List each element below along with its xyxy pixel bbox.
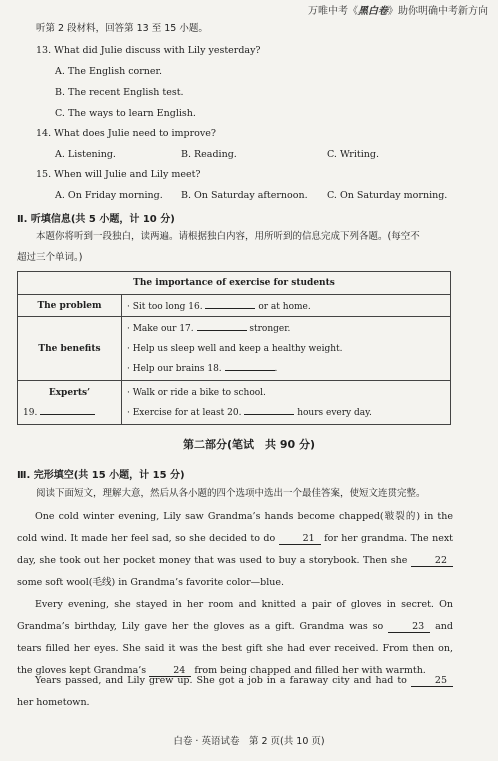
section-2-title: Ⅱ. 听填信息(共 5 小题，计 10 分): [17, 214, 175, 225]
page-footer: 白卷 · 英语试卷 第 2 页(共 10 页): [173, 736, 325, 747]
q13-option-b[interactable]: B. The recent English test.: [55, 87, 184, 98]
section-3-title: Ⅲ. 完形填空(共 15 小题，计 15 分): [17, 470, 185, 481]
benefit-3-text-end: .: [274, 363, 278, 374]
p2-text-a: Every evening, she stayed in her room and knitted a pair of gloves in secret. On Grandma’s birthday, Lily gave her the gloves as a gift. Grandma was so: [17, 599, 453, 632]
part-2-heading: 第二部分(笔试 共 90 分): [182, 438, 316, 451]
cloze-blank-22[interactable]: 22: [411, 556, 453, 567]
benefit-1: [127, 319, 445, 339]
q14-option-a[interactable]: A. Listening.: [55, 149, 116, 160]
question-14-stem: 14. What does Julie need to improve?: [36, 128, 216, 139]
benefit-1-text: · Make our 17.: [127, 323, 194, 334]
header-book-title: 黑白卷: [358, 6, 388, 17]
answer-blank-16[interactable]: [205, 299, 255, 309]
benefit-1-text-end: stronger.: [249, 323, 291, 334]
p3-text-c: her hometown.: [17, 697, 90, 708]
q15-option-c[interactable]: C. On Saturday morning.: [327, 190, 448, 201]
problem-label: The problem: [18, 295, 122, 317]
p1-text-d: some soft wool(毛线) in Grandma’s favorite color—blue.: [17, 577, 285, 588]
p2-text-c: and tears filled her eyes. She said it was the best gift she had ever received. From then on, the gloves kept Grandma’s: [17, 621, 453, 676]
answer-blank-20[interactable]: [244, 405, 294, 415]
benefit-3-text: · Help our brains 18.: [127, 363, 222, 374]
passage-paragraph-2: [17, 594, 453, 682]
q13-option-c[interactable]: C. The ways to learn English.: [55, 108, 196, 119]
cloze-blank-21[interactable]: 21: [279, 534, 321, 545]
problem-row: [122, 295, 451, 317]
expert-2: [127, 403, 445, 423]
experts-label: Experts’: [48, 387, 91, 398]
section-3-instruction: 阅读下面短文，理解大意，然后从各小题的四个选项中选出一个最佳答案，使短文连贯完整。: [36, 488, 426, 499]
page-header: [308, 2, 488, 17]
q14-option-c[interactable]: C. Writing.: [327, 149, 379, 160]
benefit-3: [127, 359, 445, 379]
info-table: [17, 271, 451, 425]
benefits-cell: [122, 317, 451, 381]
expert-2-text: · Exercise for at least 20.: [127, 407, 242, 418]
p3-text-a: Years passed, and Lily grew up. She got a job in a faraway city and had to: [35, 675, 407, 686]
benefit-2: · Help us sleep well and keep a healthy weight.: [127, 343, 343, 354]
answer-blank-18[interactable]: [225, 361, 275, 371]
answer-blank-19[interactable]: [40, 405, 95, 415]
question-13-stem: 13. What did Julie discuss with Lily yesterday?: [36, 45, 261, 56]
q13-option-a[interactable]: A. The English corner.: [55, 66, 163, 77]
p1-text-a: One cold winter evening, Lily saw Grandma’s hands become chapped(皲裂的) in the cold wind. It made her feel sad, so she decided to do: [17, 511, 453, 544]
p1-text-c: for her grandma. The next day, she took out her pocket money that was used to buy a storybook. Then she: [17, 533, 453, 566]
experts-advice-cell: [122, 381, 451, 425]
header-prefix: 万唯中考《: [308, 6, 358, 17]
expert-1: · Walk or ride a bike to school.: [127, 387, 266, 398]
problem-text: · Sit too long 16.: [127, 302, 203, 312]
experts-blank-row: [23, 403, 116, 423]
cloze-blank-25[interactable]: 25: [411, 676, 453, 687]
passage-paragraph-3: [17, 670, 453, 714]
listening-intro: 听第 2 段材料，回答第 13 至 15 小题。: [36, 23, 208, 34]
p2-text-d: from being chapped and filled her with warmth.: [194, 665, 426, 676]
q15-option-b[interactable]: B. On Saturday afternoon.: [181, 190, 308, 201]
benefits-label: The benefits: [18, 317, 122, 381]
expert-2-text-end: hours every day.: [297, 407, 372, 418]
answer-blank-17[interactable]: [197, 321, 247, 331]
experts-cell: [18, 381, 122, 425]
section-2-instruction-line1: 本题你将听到一段独白，读两遍。请根据独白内容，用所听到的信息完成下列各题。(每空不: [36, 231, 420, 242]
header-suffix: 》助你明确中考新方向: [388, 6, 488, 17]
experts-number: 19.: [23, 407, 38, 418]
q14-option-b[interactable]: B. Reading.: [181, 149, 237, 160]
cloze-blank-23[interactable]: 23: [388, 622, 430, 633]
cloze-blank-24[interactable]: 24: [149, 666, 191, 677]
passage-paragraph-1: [17, 506, 453, 594]
table-caption: The importance of exercise for students: [18, 272, 451, 295]
question-15-stem: 15. When will Julie and Lily meet?: [36, 169, 201, 180]
q15-option-a[interactable]: A. On Friday morning.: [55, 190, 163, 201]
problem-text-end: or at home.: [258, 302, 311, 312]
section-2-instruction-line2: 超过三个单词。): [17, 252, 83, 263]
